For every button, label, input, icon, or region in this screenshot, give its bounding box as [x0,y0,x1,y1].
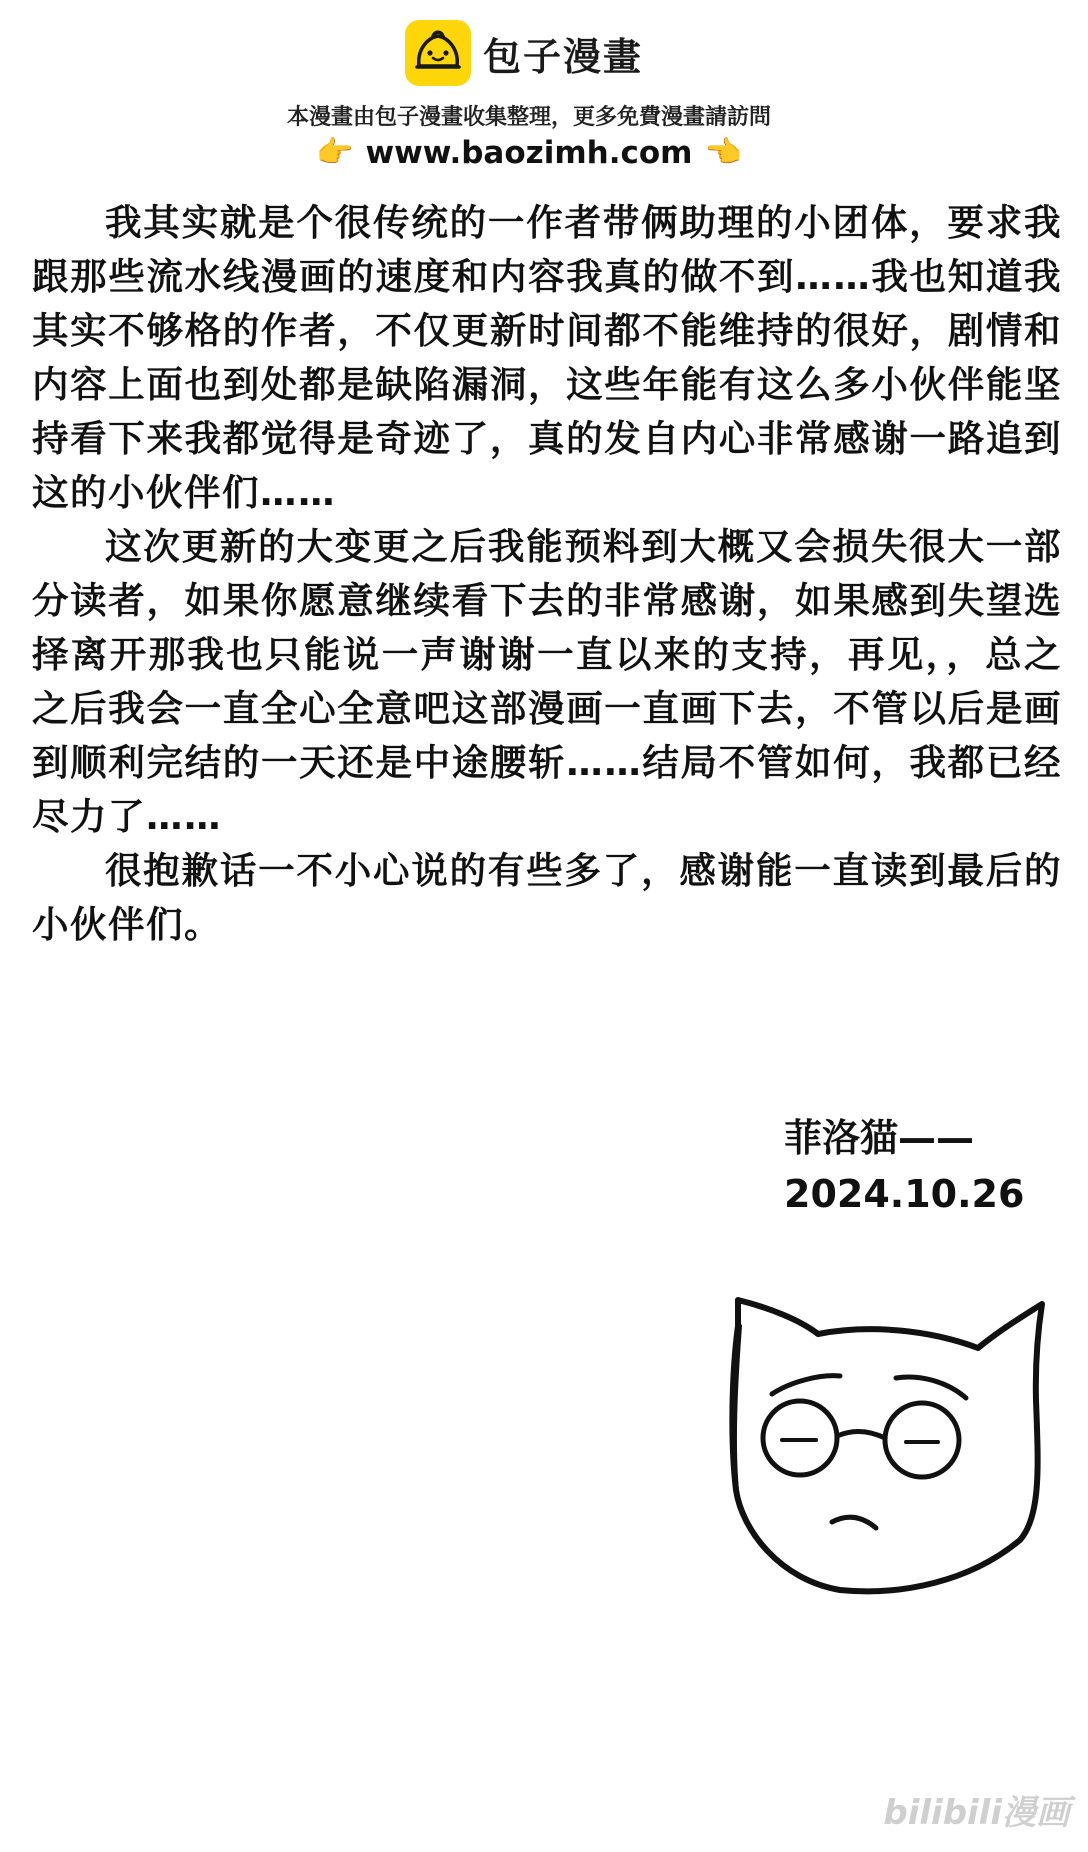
letter-paragraph-2: 这次更新的大变更之后我能预料到大概又会损失很大一部分读者，如果你愿意继续看下去的非常感谢，如果感到失望选择离开那我也只能说一声谢谢一直以来的支持，再见，，总之之后我会一直全心全意吧这部漫画一直画下去，不管以后是画到顺利完结的一天还是中途腰斩……结局不管如何，我都已经尽力了…… [32,525,1062,838]
letter-paragraph-1: 我其实就是个很传统的一作者带俩助理的小团体，要求我跟那些流水线漫画的速度和内容我真的做不到……我也知道我其实不够格的作者，不仅更新时间都不能维持的很好，剧情和内容上面也到处都是缺陷漏洞，这些年能有这么多小伙伴能坚持看下来我都觉得是奇迹了，真的发自内心非常感谢一路追到这的小伙伴们…… [32,201,1062,514]
signature-block [784,1110,1024,1222]
signature-name: 菲洛猫—— [784,1116,975,1160]
baozi-bun-icon [405,20,471,86]
signature-date: 2024.10.26 [784,1172,1025,1216]
bilibili-manga-watermark: bilibili漫画 [883,1793,1070,1833]
pointing-left-hand-icon: 👈 [704,135,742,170]
author-letter [32,196,1062,952]
pointing-right-hand-icon: 👉 [316,135,354,170]
letter-paragraph-3: 很抱歉话一不小心说的有些多了，感谢能一直读到最后的小伙伴们。 [32,849,1062,946]
brand-row [0,20,1088,86]
header [0,20,1088,171]
site-notice: 本漫畫由包子漫畫收集整理，更多免費漫畫請訪問 [286,105,771,130]
cat-with-glasses-drawing-icon [720,1290,1050,1604]
brand-name[interactable]: 包子漫畫 [482,34,643,79]
url-row [0,135,1088,171]
site-url-link[interactable]: www.baozimh.com [365,135,693,171]
